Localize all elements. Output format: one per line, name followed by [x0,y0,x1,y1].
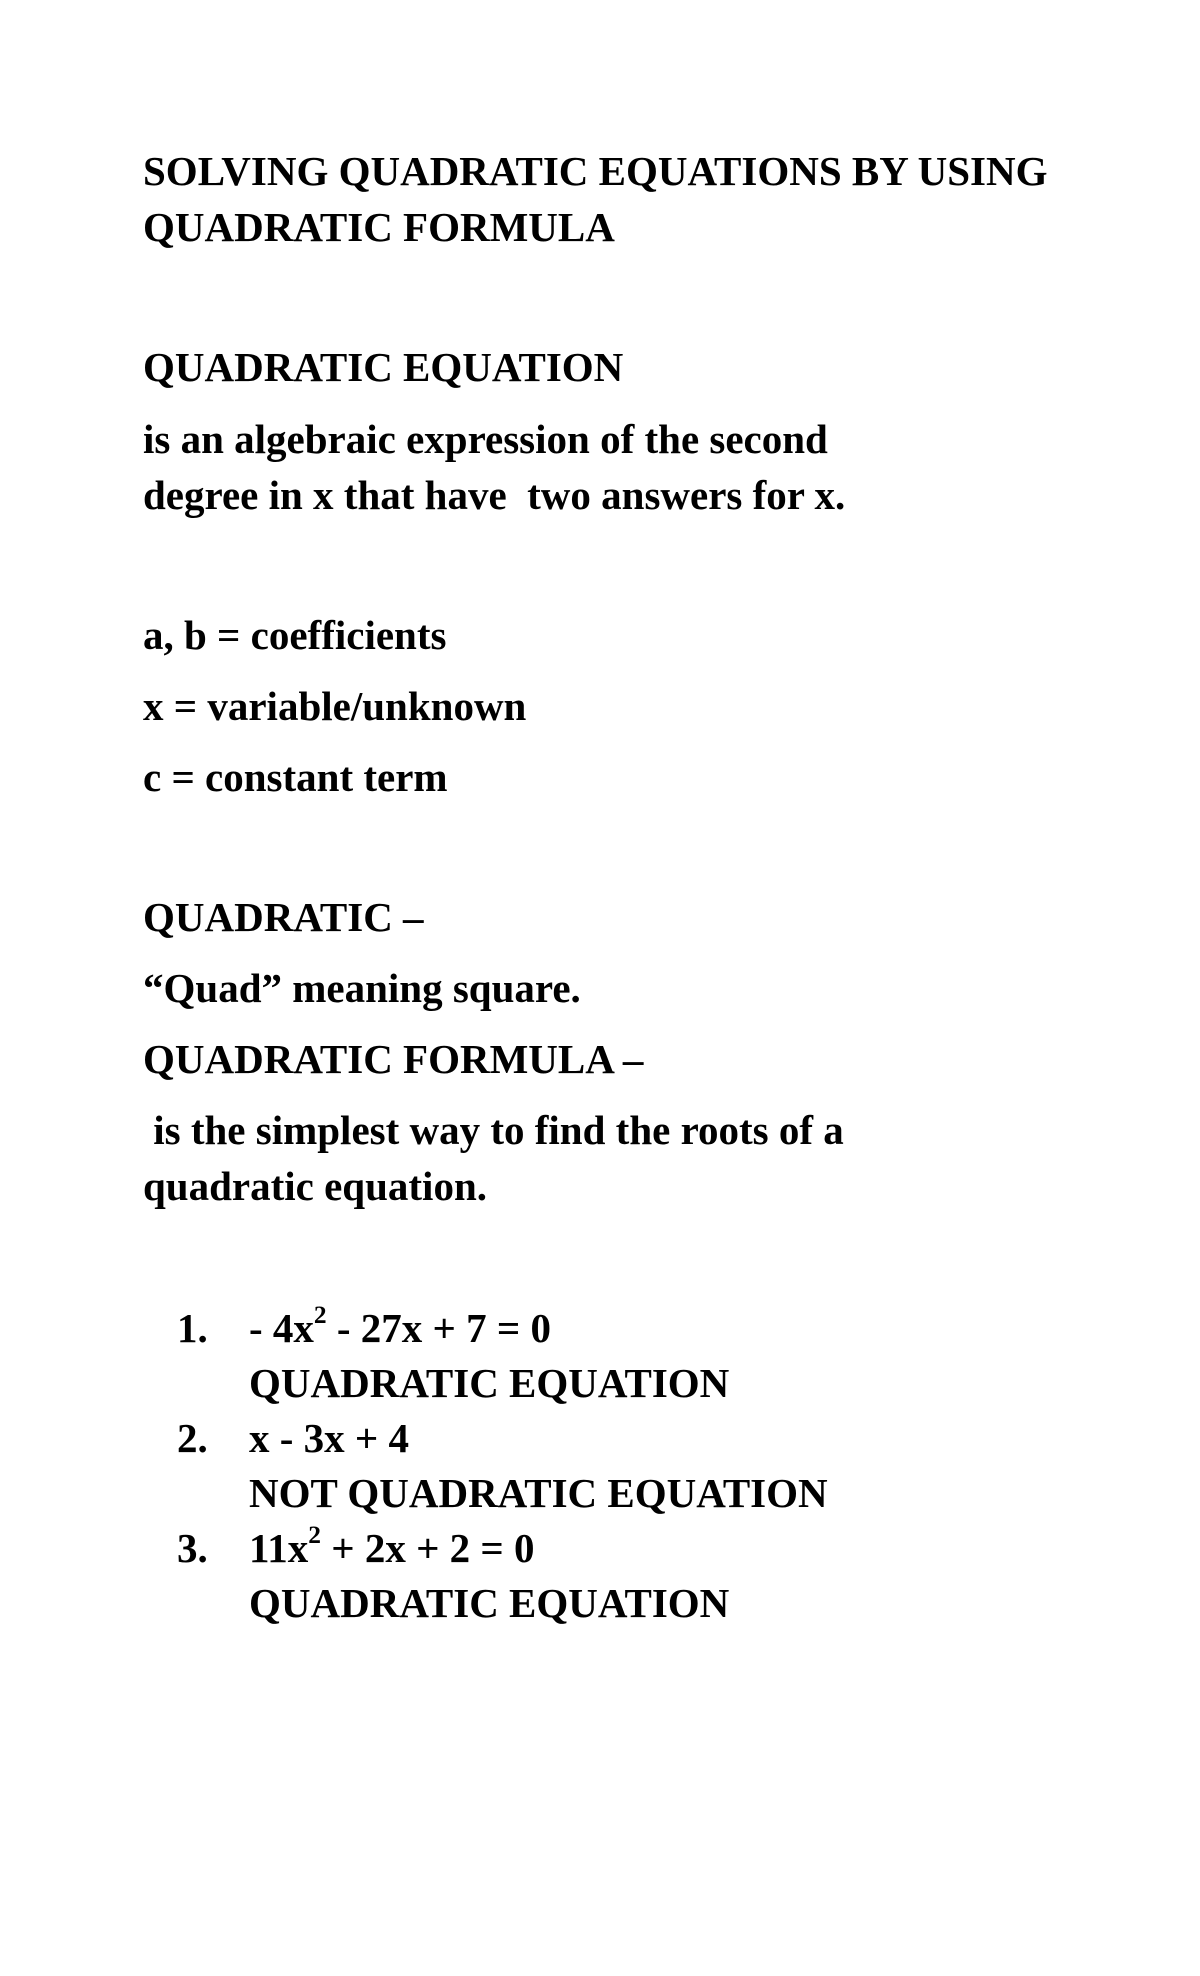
example-equation: x - 3x + 4 [249,1415,410,1461]
quadratic-formula-heading: QUADRATIC FORMULA – [143,1036,644,1082]
quadratic-formula-definition-line-1: is the simplest way to find the roots of a [143,1107,844,1153]
examples-list [143,1300,1103,1630]
quadratic-equation-heading: QUADRATIC EQUATION [143,344,624,390]
term-variable: x = variable/unknown [143,683,527,729]
example-item [143,1300,1103,1410]
quadratic-equation-definition-line-1: is an algebraic expression of the second [143,416,828,462]
quad-meaning: “Quad” meaning square. [143,965,581,1011]
title-line-1: SOLVING QUADRATIC EQUATIONS BY USING [143,148,1048,194]
example-equation: - $4x^2 - 27x + 7 = 0$ [249,1300,551,1351]
example-verdict: QUADRATIC EQUATION [249,1580,730,1626]
title-line-2: QUADRATIC FORMULA [143,204,615,250]
example-item [143,1410,1103,1520]
quadratic-heading: QUADRATIC – [143,894,424,940]
example-verdict: NOT QUADRATIC EQUATION [249,1470,828,1516]
term-coefficients: a, b = coefficients [143,612,447,658]
example-number: 1. [177,1305,208,1351]
example-number: 2. [177,1415,208,1461]
example-equation: $11x^2 + 2x + 2 = 0$ [249,1520,535,1571]
example-item [143,1520,1103,1630]
term-constant: c = constant term [143,754,448,800]
quadratic-equation-definition-line-2: degree in x that have two answers for x. [143,472,846,518]
example-verdict: QUADRATIC EQUATION [249,1360,730,1406]
example-number: 3. [177,1525,208,1571]
quadratic-formula-definition-line-2: quadratic equation. [143,1163,487,1209]
